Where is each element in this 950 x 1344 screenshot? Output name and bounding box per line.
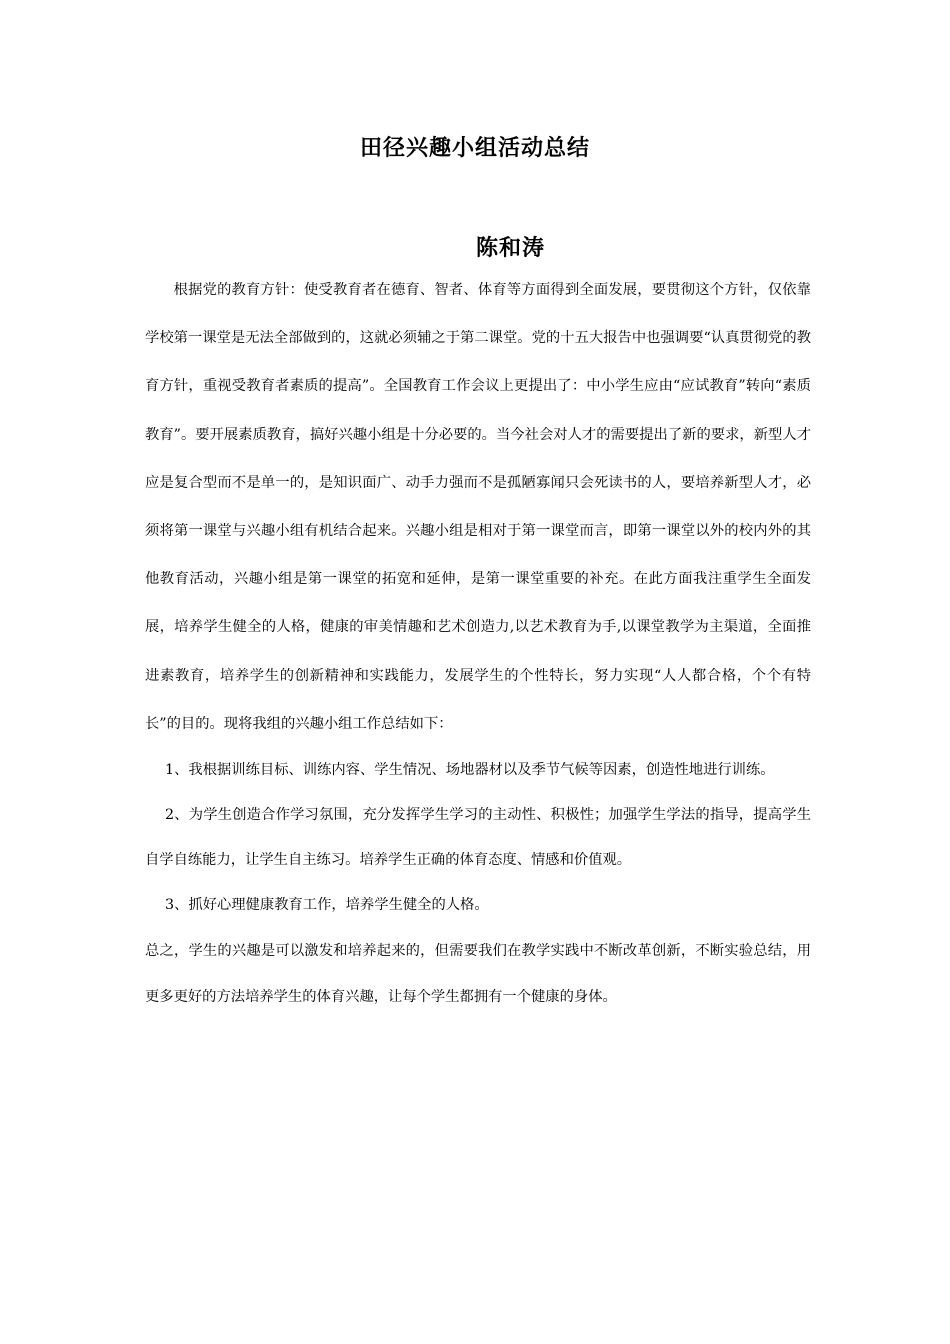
intro-paragraph: 根据党的教育方针：使受教育者在德育、智者、体育等方面得到全面发展，要贯彻这个方针，仅依靠学校第一课堂是无法全部做到的，这就必须辅之于第二课堂。党的十五大报告中也强调要“认真贯彻党的教育方针，重视受教育者素质的提高”。全国教育工作会议上更提出了：中小学生应由“应试教育”转向“素质教育”。要开展素质教育，搞好兴趣小组是十分必要的。当今社会对人才的需要提出了新的要求，新型人才应是复合型而不是单一的，是知识面广、动手力强而不是孤陋寡闻只会死读书的人，要培养新型人才，必须将第一课堂与兴趣小组有机结合起来。兴趣小组是相对于第一课堂而言，即第一课堂以外的校内外的其他教育活动，兴趣小组是第一课堂的拓宽和延伸，是第一课堂重要的补充。在此方面我注重学生全面发展，培养学生健全的人格，健康的审美情趣和艺术创造力,以艺术教育为手,以课堂教学为主渠道，全面推进素教育，培养学生的创新精神和实践能力，发展学生的个性特长，努力实现“人人都合格，个个有特长”的目的。现将我组的兴趣小组工作总结如下： xyxy=(145,282,811,732)
list-item-3: 3、抓好心理健康教育工作，培养学生健全的人格。 xyxy=(165,897,489,914)
author-name: 陈和涛 xyxy=(476,236,546,261)
document-body xyxy=(145,266,811,1020)
list-item-1: 1、我根据训练目标、训练内容、学生情况、场地器材以及季节气候等因素，创造性地进行训练。 xyxy=(165,762,775,779)
summary-paragraph: 总之，学生的兴趣是可以激发和培养起来的，但需要我们在教学实践中不断改革创新，不断实验总结，用更多更好的方法培养学生的体育兴趣，让每个学生都拥有一个健康的身体。 xyxy=(145,943,811,1006)
list-item-2: 2、为学生创造合作学习氛围，充分发挥学生学习的主动性、积极性；加强学生学法的指导，提高学生自学自练能力，让学生自主练习。培养学生正确的体育态度、情感和价值观。 xyxy=(145,807,811,869)
document-title: 田径兴趣小组活动总结 xyxy=(359,136,590,161)
